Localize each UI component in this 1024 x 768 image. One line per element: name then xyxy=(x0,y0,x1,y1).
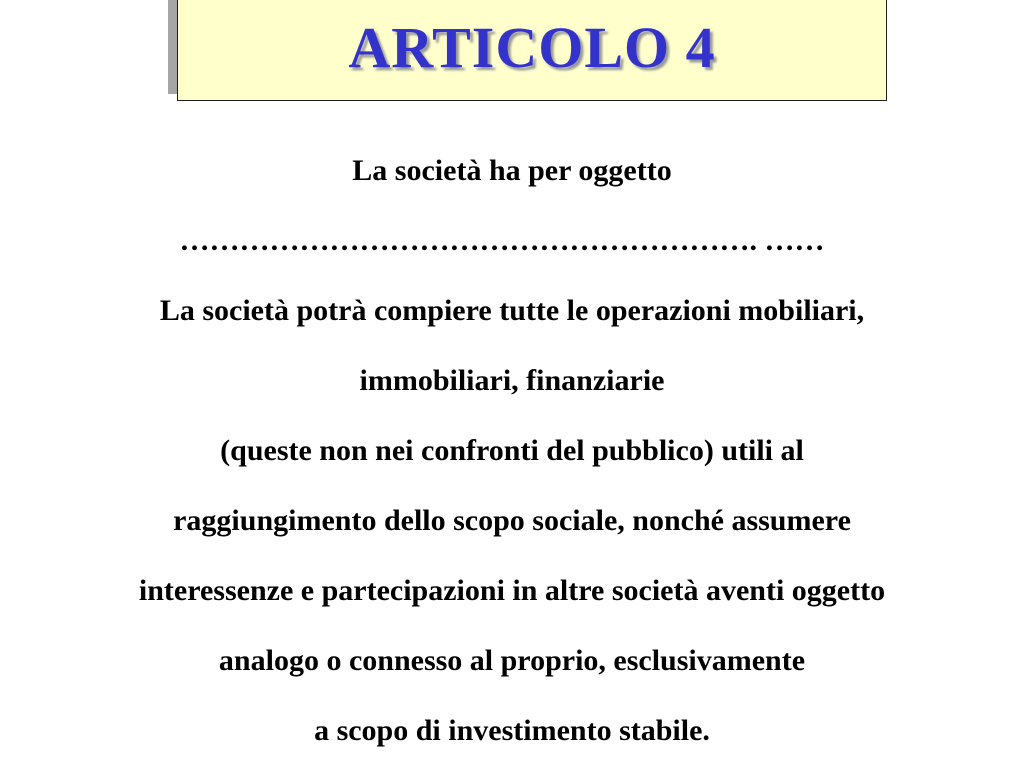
title-box xyxy=(177,0,887,101)
slide-title: ARTICOLO 4 xyxy=(348,14,716,80)
article-line: interessenze e partecipazioni in altre società aventi oggetto xyxy=(138,574,886,607)
article-line: raggiungimento dello scopo sociale, nonché assumere xyxy=(173,504,851,537)
article-line-object: La società ha per oggetto xyxy=(352,154,672,187)
article-line-placeholder-dots: …………………………………………………. …… xyxy=(179,224,825,257)
article-line: (queste non nei confronti del pubblico) utili al xyxy=(220,434,804,467)
article-line: a scopo di investimento stabile. xyxy=(314,714,710,747)
article-line: analogo o connesso al proprio, esclusivamente xyxy=(218,644,806,677)
article-line: La società potrà compiere tutte le operazioni mobiliari, xyxy=(159,294,865,327)
article-body xyxy=(0,136,1024,766)
article-line: immobiliari, finanziarie xyxy=(359,364,665,397)
